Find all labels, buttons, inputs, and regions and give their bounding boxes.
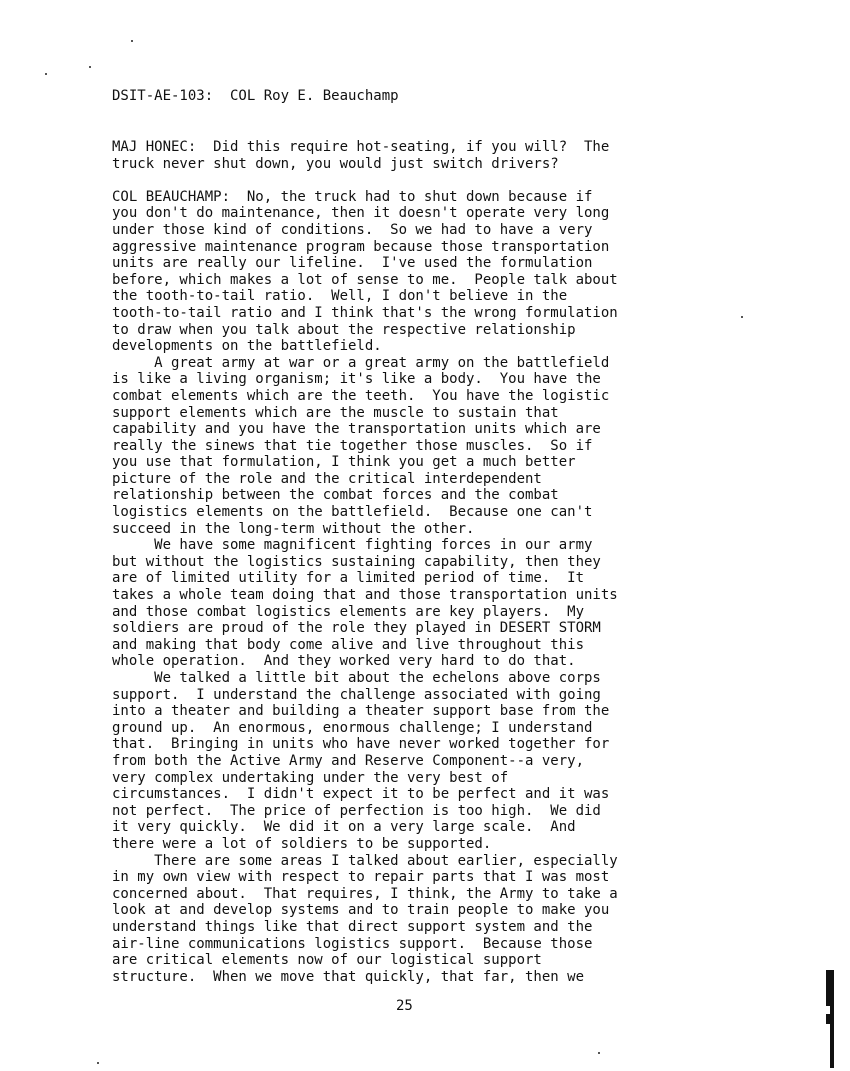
scan-edge-mark-notch <box>826 1014 834 1024</box>
text-line: to draw when you talk about the respective relationship <box>112 321 576 338</box>
text-line: and those combat logistics elements are key players. My <box>112 603 585 620</box>
text-line: ground up. An enormous, enormous challenge; I understand <box>112 719 593 736</box>
text-line: support elements which are the muscle to sustain that <box>112 404 559 421</box>
text-line: from both the Active Army and Reserve Component--a very, <box>112 752 585 769</box>
text-line: aggressive maintenance program because those transportation <box>112 238 610 255</box>
text-line: into a theater and building a theater support base from the <box>112 703 610 720</box>
scan-speck <box>45 73 47 75</box>
text-line: before, which makes a lot of sense to me. People talk about <box>112 271 618 288</box>
text-line: are of limited utility for a limited period of time. It <box>112 570 585 587</box>
text-line: logistics elements on the battlefield. Because one can't <box>112 504 593 521</box>
transcript-body <box>112 139 722 985</box>
text-line: and making that body come alive and live throughout this <box>112 636 585 653</box>
text-line: tooth-to-tail ratio and I think that's the wrong formulation <box>112 304 618 321</box>
text-line: you don't do maintenance, then it doesn't operate very long <box>112 205 610 222</box>
text-line: relationship between the combat forces and the combat <box>112 487 559 504</box>
text-line: understand things like that direct support system and the <box>112 918 593 935</box>
text-line: circumstances. I didn't expect it to be perfect and it was <box>112 786 610 803</box>
text-line: really the sinews that tie together those muscles. So if <box>112 437 593 454</box>
text-line: look at and develop systems and to train people to make you <box>112 902 610 919</box>
text-line: very complex undertaking under the very best of <box>112 769 509 786</box>
text-line: soldiers are proud of the role they played in DESERT STORM <box>112 620 601 637</box>
text-line: There are some areas I talked about earlier, especially <box>112 852 618 869</box>
text-line: units are really our lifeline. I've used the formulation <box>112 255 593 272</box>
text-line: COL BEAUCHAMP: No, the truck had to shut down because if <box>112 188 593 205</box>
scan-speck <box>89 66 91 68</box>
scan-speck <box>97 1062 99 1064</box>
text-line: under those kind of conditions. So we had to have a very <box>112 221 593 238</box>
text-line: developments on the battlefield. <box>112 338 382 355</box>
scan-speck <box>131 40 133 42</box>
text-line: are critical elements now of our logistical support <box>112 952 542 969</box>
text-line: whole operation. And they worked very hard to do that. <box>112 653 576 670</box>
scan-speck <box>741 316 743 318</box>
text-line: that. Bringing in units who have never worked together for <box>112 736 610 753</box>
text-line: you use that formulation, I think you get a much better <box>112 454 576 471</box>
text-line: structure. When we move that quickly, that far, then we <box>112 968 585 985</box>
text-line: there were a lot of soldiers to be supported. <box>112 835 492 852</box>
scan-edge-mark-thick <box>826 970 834 1006</box>
text-line: A great army at war or a great army on the battlefield <box>112 354 610 371</box>
page-number: 25 <box>396 998 413 1014</box>
text-line: takes a whole team doing that and those transportation units <box>112 587 618 604</box>
text-line: is like a living organism; it's like a body. You have the <box>112 371 601 388</box>
text-line: succeed in the long-term without the other. <box>112 520 475 537</box>
text-line: air-line communications logistics support. Because those <box>112 935 593 952</box>
scan-speck <box>598 1052 600 1054</box>
text-line: combat elements which are the teeth. You have the logistic <box>112 387 610 404</box>
text-line: not perfect. The price of perfection is too high. We did <box>112 802 601 819</box>
text-line: truck never shut down, you would just switch drivers? <box>112 155 559 172</box>
document-header: DSIT-AE-103: COL Roy E. Beauchamp <box>112 88 399 104</box>
text-line: it very quickly. We did it on a very large scale. And <box>112 819 576 836</box>
text-line: in my own view with respect to repair parts that I was most <box>112 869 610 886</box>
text-line: support. I understand the challenge associated with going <box>112 686 601 703</box>
text-line: We talked a little bit about the echelons above corps <box>112 670 601 686</box>
text-line: picture of the role and the critical interdependent <box>112 470 542 487</box>
text-line: capability and you have the transportation units which are <box>112 421 601 438</box>
text-line: concerned about. That requires, I think, the Army to take a <box>112 885 618 902</box>
text-line: MAJ HONEC: Did this require hot-seating, if you will? The <box>112 139 610 155</box>
text-line: the tooth-to-tail ratio. Well, I don't believe in the <box>112 288 568 305</box>
text-line: We have some magnificent fighting forces in our army <box>112 537 593 554</box>
text-line: but without the logistics sustaining capability, then they <box>112 553 601 570</box>
